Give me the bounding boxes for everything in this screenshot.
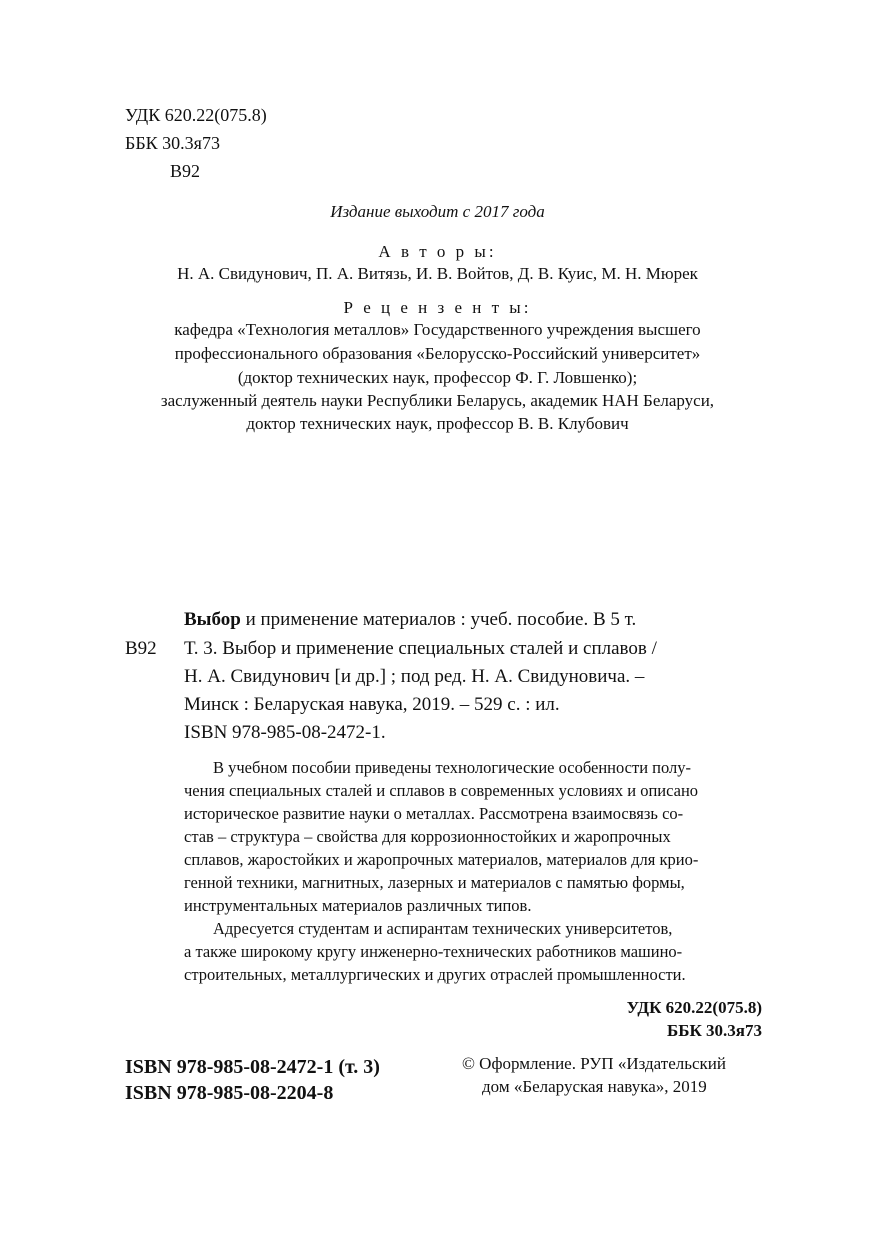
copyright-line: © Оформление. РУП «Издательский [462,1054,726,1073]
annotation-line: Адресуется студентам и аспирантам технических университетов, [213,919,673,938]
bibliographic-authors-line: Н. А. Свидунович [и др.] ; под ред. Н. А. Свидуновича. – [184,666,645,687]
authors-heading: А в т о р ы: [378,242,497,261]
annotation-line: чения специальных сталей и сплавов в современных условиях и описано [184,781,699,800]
copyright-line: дом «Беларуская навука», 2019 [482,1077,707,1096]
reviewer-line: доктор технических наук, профессор В. В. Клубович [246,414,629,433]
bibliographic-publisher-line: Минск : Беларуская навука, 2019. – 529 с. : ил. [184,694,560,715]
udk-code: УДК 620.22(075.8) [125,105,267,125]
annotation-line: сплавов, жаростойких и жаропрочных материалов, материалов для крио- [184,850,699,869]
isbn-volume: ISBN 978-985-08-2472-1 (т. 3) [125,1056,380,1078]
bibliographic-title-bold: Выбор [184,609,241,630]
authors-list: Н. А. Свидунович, П. А. Витязь, И. В. Войтов, Д. В. Куис, М. Н. Мюрек [177,264,698,283]
isbn-set: ISBN 978-985-08-2204-8 [125,1082,334,1104]
annotation-line: историческое развитие науки о металлах. Рассмотрена взаимосвязь со- [184,804,684,823]
annotation-line: став – структура – свойства для коррозионностойких и жаропрочных [184,827,671,846]
bibliographic-isbn-line: ISBN 978-985-08-2472-1. [184,722,386,743]
series-note: Издание выходит с 2017 года [330,202,545,221]
reviewer-line: (доктор технических наук, профессор Ф. Г. Ловшенко); [237,368,638,387]
reviewer-line: кафедра «Технология металлов» Государственного учреждения высшего [174,320,701,339]
bibliographic-title-line [184,607,636,633]
bibliographic-author-mark: В92 [125,638,157,659]
annotation-line: инструментальных материалов различных типов. [184,896,532,915]
bbk-code: ББК 30.3я73 [125,133,220,153]
author-mark: В92 [170,161,201,181]
annotation-line: В учебном пособии приведены технологические особенности полу- [213,758,691,777]
annotation-line: генной техники, магнитных, лазерных и материалов с памятью формы, [184,873,685,892]
annotation-line: а также широкому кругу инженерно-технических работников машино- [184,942,683,961]
bibliographic-volume-line: Т. 3. Выбор и применение специальных сталей и сплавов / [184,638,657,659]
reviewer-line: профессионального образования «Белорусско-Российский университет» [174,344,701,363]
reviewer-line: заслуженный деятель науки Республики Беларусь, академик НАН Беларуси, [160,391,715,410]
bibliographic-title-rest: и применение материалов : учеб. пособие. В 5 т. [240,609,637,630]
annotation-line: строительных, металлургических и других отраслей промышленности. [184,965,686,984]
bbk-code-bottom: ББК 30.3я73 [666,1021,762,1040]
udk-code-bottom: УДК 620.22(075.8) [626,998,762,1017]
reviewers-heading: Р е ц е н з е н т ы: [343,298,532,317]
